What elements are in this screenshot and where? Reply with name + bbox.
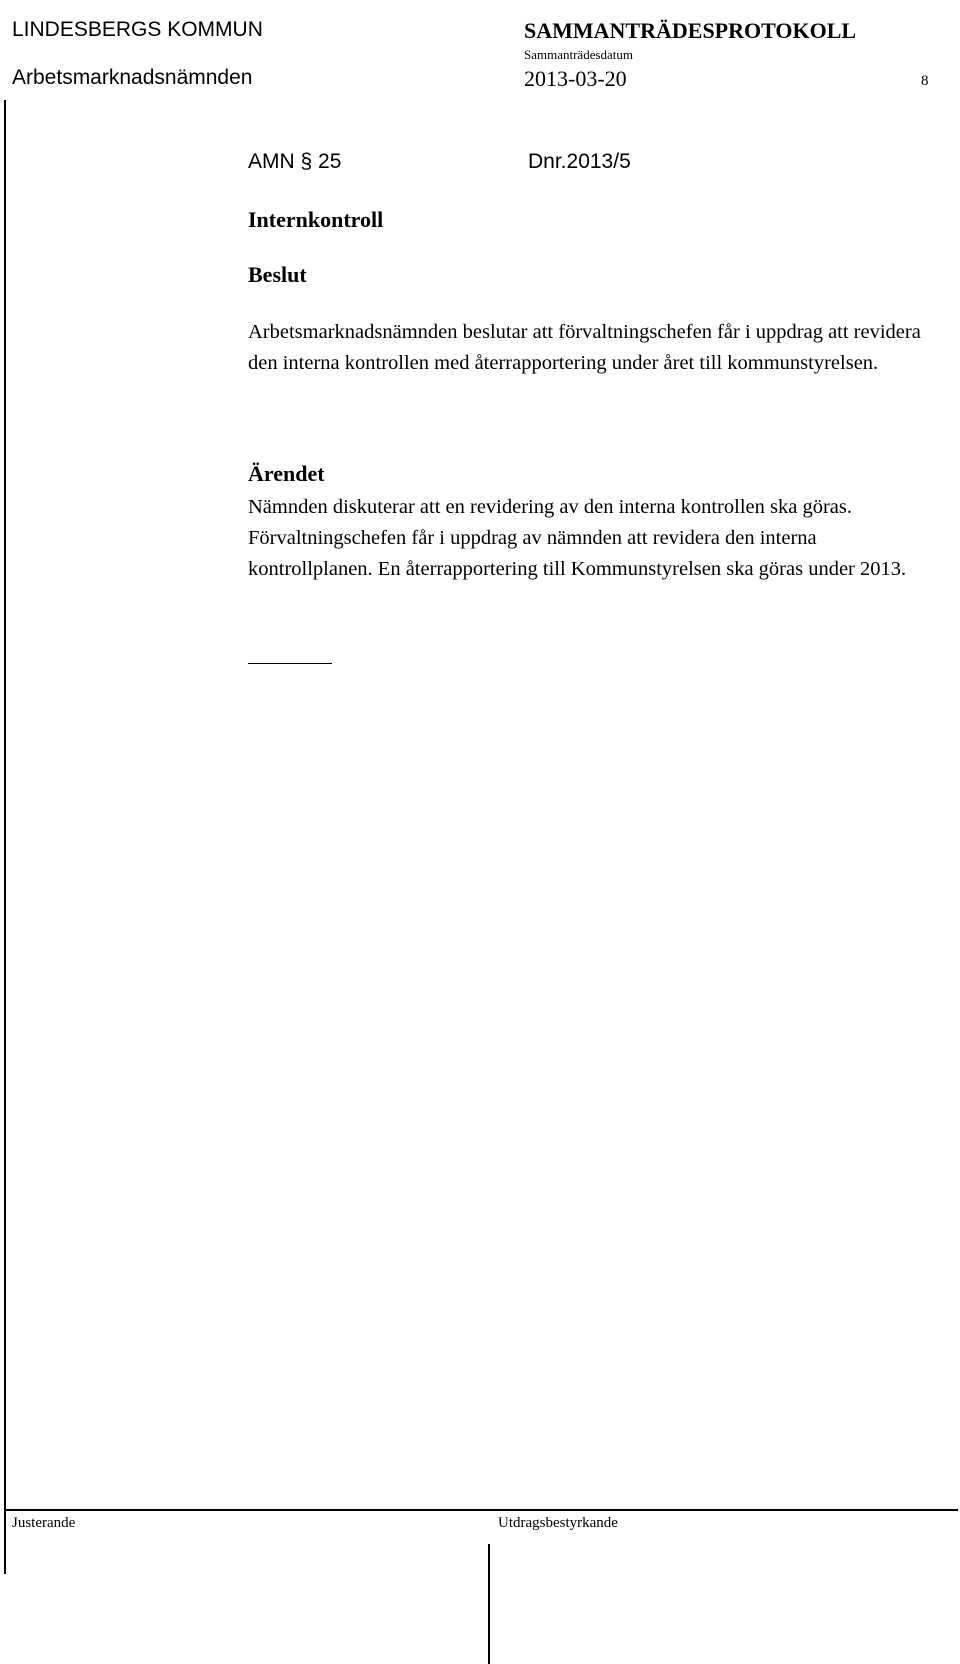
- page-number: 8: [921, 73, 929, 89]
- meeting-date: 2013-03-20: [524, 66, 627, 91]
- section-title: Internkontroll: [248, 207, 384, 232]
- footer-divider: [488, 1544, 490, 1664]
- adjuster-label: Justerande: [12, 1515, 76, 1531]
- committee-name: Arbetsmarknadsnämnden: [12, 66, 253, 89]
- matter-heading: Ärendet: [248, 461, 325, 486]
- footer-rule: [4, 1509, 958, 1511]
- municipality-name: LINDESBERGS KOMMUN: [12, 18, 263, 41]
- protocol-title: SAMMANTRÄDESPROTOKOLL: [524, 18, 857, 43]
- decision-heading: Beslut: [248, 262, 307, 287]
- diary-number: Dnr.2013/5: [528, 150, 631, 173]
- meeting-date-label: Sammanträdesdatum: [524, 47, 634, 62]
- decision-text: Arbetsmarknadsnämnden beslutar att förvaltningschefen får i uppdrag att revidera den interna kontrollen med återrapportering under året till kommunstyrelsen.: [248, 321, 921, 374]
- paragraph-id: AMN § 25: [248, 150, 342, 173]
- left-margin-line: [4, 100, 6, 1574]
- closing-rule: [248, 663, 332, 664]
- extract-label: Utdragsbestyrkande: [498, 1515, 618, 1531]
- matter-text: Nämnden diskuterar att en revidering av den interna kontrollen ska göras. Förvaltningschefen får i uppdrag av nämnden att revidera den interna kontrollplanen. En återrapportering till Kommunstyrelsen ska göras under 2013.: [248, 496, 907, 580]
